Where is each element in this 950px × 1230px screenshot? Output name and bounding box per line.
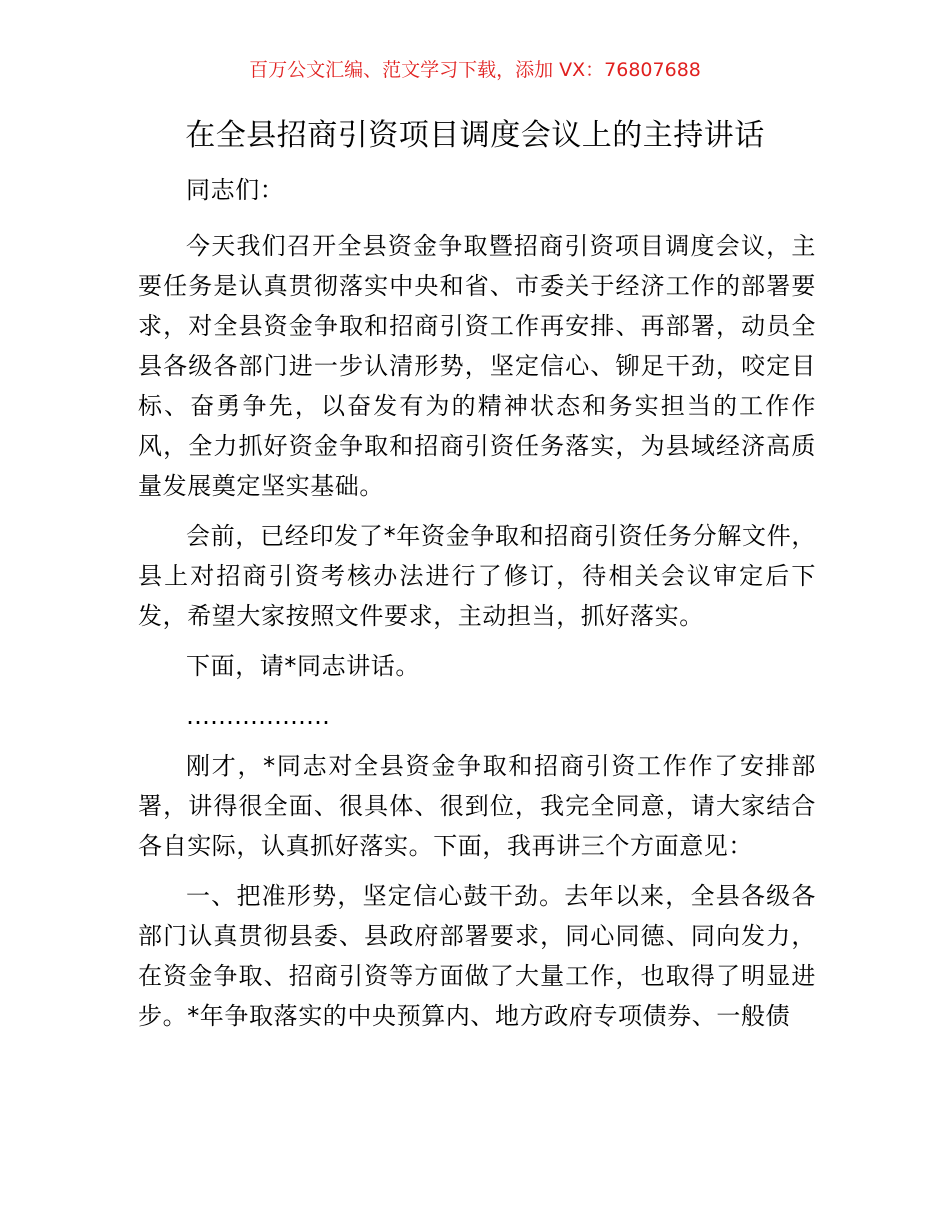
paragraph-response: 刚才，*同志对全县资金争取和招商引资工作作了安排部署，讲得很全面、很具体、很到位，我完全同意，请大家结合各自实际，认真抓好落实。下面，我再讲三个方面意见： [138,752,816,860]
paragraph-section-one: 一、把准形势，坚定信心鼓干劲。去年以来，全县各级各部门认真贯彻县委、县政府部署要求，同心同德、同向发力，在资金争取、招商引资等方面做了大量工作，也取得了明显进步。*年争取落实的中央预算内、地方政府专项债券、一般债 [138,882,816,1030]
paragraph-ellipsis: ……………… [186,702,330,730]
document-title: 在全县招商引资项目调度会议上的主持讲话 [185,118,765,153]
header-banner: 百万公文汇编、范文学习下载，添加 VX：76807688 [249,59,701,81]
paragraph-pre-meeting: 会前，已经印发了*年资金争取和招商引资任务分解文件，县上对招商引资考核办法进行了修订，待相关会议审定后下发，希望大家按照文件要求，主动担当，抓好落实。 [138,522,816,630]
paragraph-invite-speech: 下面，请*同志讲话。 [186,652,420,680]
paragraph-opening: 今天我们召开全县资金争取暨招商引资项目调度会议，主要任务是认真贯彻落实中央和省、市委关于经济工作的部署要求，对全县资金争取和招商引资工作再安排、再部署，动员全县各级各部门进一步认清形势，坚定信心、铆足干劲，咬定目标、奋勇争先，以奋发有为的精神状态和务实担当的工作作风，全力抓好资金争取和招商引资任务落实，为县域经济高质量发展奠定坚实基础。 [138,232,816,500]
salutation: 同志们： [186,176,285,204]
document-body [138,170,816,1046]
